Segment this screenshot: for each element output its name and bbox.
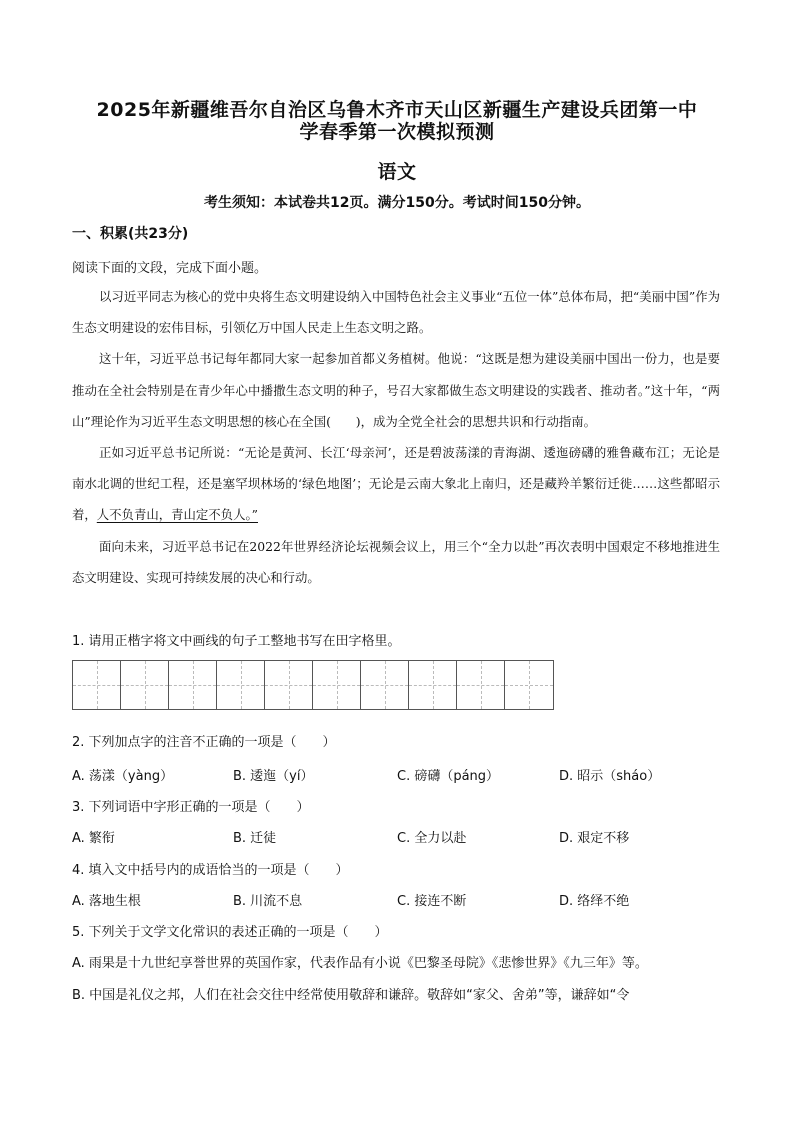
option-b[interactable]: B. 迁徒: [233, 831, 277, 846]
section-heading: 一、积累(共23分): [72, 226, 189, 242]
option-b[interactable]: B. 逶迤（yí）: [233, 769, 314, 784]
question-5-option-b[interactable]: B. 中国是礼仪之邦，人们在社会交往中经常使用敬辞和谦辞。敬辞如“家父、舍弟”等，谦辞如“令: [72, 988, 630, 1003]
question-1: 1. 请用正楷字将文中画线的句子工整地书写在田字格里。: [72, 634, 401, 649]
passage-paragraph-1: 以习近平同志为核心的党中央将生态文明建设纳入中国特色社会主义事业“五位一体”总体布局，把“美丽中国”作为生态文明建设的宏伟目标，引领亿万中国人民走上生态文明之路。: [72, 289, 720, 336]
option-a[interactable]: A. 荡漾（yàng）: [72, 769, 174, 784]
question-5-option-a[interactable]: A. 雨果是十九世纪享誉世界的英国作家，代表作品有小说《巴黎圣母院》《悲惨世界》《九三年》等。: [72, 956, 648, 971]
exam-notice: 考生须知：本试卷共12页。满分150分。考试时间150分钟。: [204, 195, 590, 211]
question-3: 3. 下列词语中字形正确的一项是（ ）: [72, 800, 310, 815]
question-4: 4. 填入文中括号内的成语恰当的一项是（ ）: [72, 863, 349, 878]
option-c[interactable]: C. 全力以赴: [397, 831, 467, 846]
grid-cell[interactable]: [361, 661, 409, 709]
exam-title-line1: 2025年新疆维吾尔自治区乌鲁木齐市天山区新疆生产建设兵团第一中: [96, 99, 698, 121]
grid-cell[interactable]: [73, 661, 121, 709]
grid-cell[interactable]: [505, 661, 553, 709]
question-5: 5. 下列关于文学文化常识的表述正确的一项是（ ）: [72, 925, 388, 940]
grid-cell[interactable]: [121, 661, 169, 709]
option-b[interactable]: B. 川流不息: [233, 894, 303, 909]
question-2: 2. 下列加点字的注音不正确的一项是（ ）: [72, 735, 336, 750]
subject-title: 语文: [377, 161, 417, 183]
tianzige-grid[interactable]: [72, 660, 554, 710]
grid-cell[interactable]: [169, 661, 217, 709]
section-instruction: 阅读下面的文段，完成下面小题。: [72, 261, 268, 276]
grid-cell[interactable]: [457, 661, 505, 709]
option-c[interactable]: C. 磅礴（páng）: [397, 769, 500, 784]
grid-cell[interactable]: [217, 661, 265, 709]
reading-passage: [72, 281, 720, 593]
option-a[interactable]: A. 繁衔: [72, 831, 115, 846]
option-a[interactable]: A. 落地生根: [72, 894, 141, 909]
passage-paragraph-4: 面向未来，习近平总书记在2022年世界经济论坛视频会议上，用三个“全力以赴”再次表明中国艰定不移地推进生态文明建设、实现可持续发展的决心和行动。: [72, 538, 720, 585]
passage-paragraph-3: [72, 437, 720, 531]
option-d[interactable]: D. 昭示（sháo）: [559, 769, 661, 784]
underlined-sentence: 人不负青山，青山定不负人。”: [96, 507, 258, 523]
exam-title-line2: 学春季第一次模拟预测: [299, 121, 495, 143]
grid-cell[interactable]: [265, 661, 313, 709]
passage-paragraph-3-text: 正如习近平总书记所说：“无论是黄河、长江‘母亲河’，还是碧波荡漾的青海湖、逶迤磅礴的雅鲁藏布江；无论是南水北调的世纪工程，还是塞罕坝林场的‘绿色地图’；无论是云南大象北上南归，还是藏羚羊繁衍迁徙……这些都昭示着，: [72, 445, 720, 523]
option-c[interactable]: C. 接连不断: [397, 894, 467, 909]
grid-cell[interactable]: [313, 661, 361, 709]
option-d[interactable]: D. 艰定不移: [559, 831, 630, 846]
option-d[interactable]: D. 络绎不绝: [559, 894, 630, 909]
passage-paragraph-2: 这十年，习近平总书记每年都同大家一起参加首都义务植树。他说：“这既是想为建设美丽中国出一份力，也是要推动在全社会特别是在青少年心中播撒生态文明的种子，号召大家都做生态文明建设的实践者、推动者。”这十年，“两山”理论作为习近平生态文明思想的核心在全国( )，成为全党全社会的思想共识和行动指南。: [72, 351, 720, 429]
grid-cell[interactable]: [409, 661, 457, 709]
